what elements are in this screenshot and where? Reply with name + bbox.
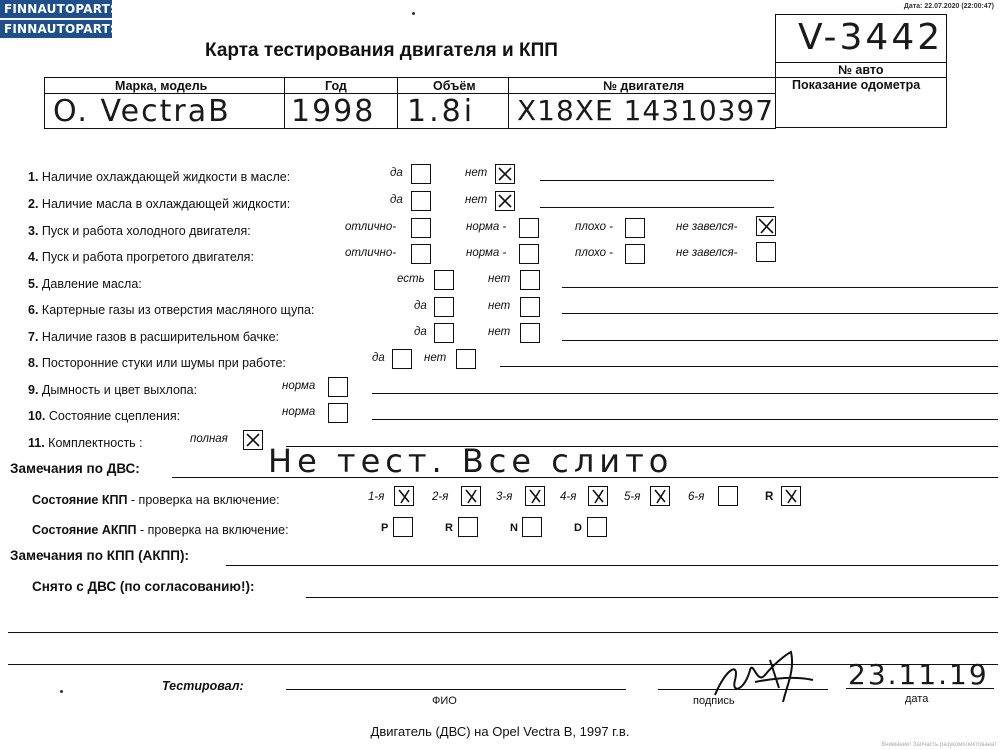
q10-norm-label: норма xyxy=(282,406,316,418)
vehicle-table xyxy=(44,77,776,129)
q3-bad-checkbox[interactable] xyxy=(625,218,645,238)
question-3: 3. Пуск и работа холодного двигателя: xyxy=(28,224,251,238)
q6-no-checkbox[interactable] xyxy=(520,297,540,317)
gear-label-6: R xyxy=(765,491,774,503)
question-6: 6. Картерные газы из отверстия масляного щупа: xyxy=(28,303,315,317)
question-11: 11. Комплектность : xyxy=(28,436,143,450)
gear-checkbox-6[interactable] xyxy=(781,486,801,506)
watermark: Внимание! Запчасть разукомплектована! xyxy=(881,742,996,748)
q7-yes-label: да xyxy=(414,326,427,338)
q3-normal-checkbox[interactable] xyxy=(519,218,539,238)
q1-no-checkbox[interactable] xyxy=(495,164,515,184)
q3-not-started-label: не завелся- xyxy=(676,221,738,233)
sign-label: подпись xyxy=(693,695,735,707)
q4-normal-label: норма - xyxy=(466,247,507,259)
value-make-model: O. VectraB xyxy=(53,94,231,129)
q1-no-label: нет xyxy=(465,167,488,179)
value-engine-number: X18XE 14310397 xyxy=(517,94,775,127)
auto-number-box xyxy=(775,14,947,128)
q4-bad-label: плохо - xyxy=(575,247,613,259)
q11-full-checkbox[interactable] xyxy=(243,430,263,450)
gear-label-0: 1-я xyxy=(368,491,385,503)
akpp-d-label: D xyxy=(574,522,582,534)
gear-label-3: 4-я xyxy=(560,491,577,503)
q5-no-checkbox[interactable] xyxy=(520,270,540,290)
q3-excellent-label: отлично- xyxy=(345,221,397,233)
removed-label: Снято с ДВС (по согласованию!): xyxy=(32,579,255,594)
logo-line-1: FINNAUTOPARTS xyxy=(0,0,112,18)
value-year: 1998 xyxy=(291,94,376,129)
q9-norm-label: норма xyxy=(282,380,316,392)
akpp-n-checkbox[interactable] xyxy=(522,517,542,537)
gear-checkbox-5[interactable] xyxy=(718,486,738,506)
caption: Двигатель (ДВС) на Opel Vectra B, 1997 г.в. xyxy=(370,724,630,739)
gear-label-4: 5-я xyxy=(624,491,641,503)
q3-bad-label: плохо - xyxy=(575,221,613,233)
q7-no-label: нет xyxy=(488,326,511,338)
q2-yes-checkbox[interactable] xyxy=(411,191,431,211)
akpp-label: Состояние АКПП - проверка на включение: xyxy=(32,523,289,537)
q3-excellent-checkbox[interactable] xyxy=(411,218,431,238)
kpp-label: Состояние КПП - проверка на включение: xyxy=(32,493,280,507)
logo-line-2: FINNAUTOPARTS xyxy=(0,20,112,38)
q9-norm-checkbox[interactable] xyxy=(328,377,348,397)
q6-yes-checkbox[interactable] xyxy=(434,297,454,317)
akpp-r-label: R xyxy=(445,522,453,534)
q11-full-label: полная xyxy=(190,433,228,445)
q2-no-checkbox[interactable] xyxy=(495,191,515,211)
question-10: 10. Состояние сцепления: xyxy=(28,409,181,423)
q3-normal-label: норма - xyxy=(466,221,507,233)
q1-yes-label: да xyxy=(390,167,403,179)
signature xyxy=(695,640,825,710)
q2-no-label: нет xyxy=(465,194,488,206)
question-1: 1. Наличие охлаждающей жидкости в масле: xyxy=(28,170,291,184)
question-7: 7. Наличие газов в расширительном бачке: xyxy=(28,330,280,344)
col-make-model: Марка, модель xyxy=(115,79,208,93)
akpp-p-checkbox[interactable] xyxy=(393,517,413,537)
value-volume: 1.8i xyxy=(407,94,476,129)
gear-label-1: 2-я xyxy=(432,491,449,503)
q4-not-started-label: не завелся- xyxy=(676,247,738,259)
question-4: 4. Пуск и работа прогретого двигателя: xyxy=(28,250,254,264)
q7-yes-checkbox[interactable] xyxy=(434,323,454,343)
remarks-engine-handwritten: Не тест. Все слито xyxy=(268,442,674,480)
question-9: 9. Дымность и цвет выхлопа: xyxy=(28,383,198,397)
col-volume: Объём xyxy=(433,79,476,93)
q8-no-checkbox[interactable] xyxy=(456,349,476,369)
gear-label-2: 3-я xyxy=(496,491,513,503)
q1-yes-checkbox[interactable] xyxy=(411,164,431,184)
odometer-label: Показание одометра xyxy=(792,78,921,92)
date-stamp: Дата: 22.07.2020 (22:00:47) xyxy=(903,3,994,10)
question-2: 2. Наличие масла в охлаждающей жидкости: xyxy=(28,197,291,211)
q4-excellent-label: отлично- xyxy=(345,247,397,259)
q4-bad-checkbox[interactable] xyxy=(625,244,645,264)
q7-no-checkbox[interactable] xyxy=(520,323,540,343)
q8-no-label: нет xyxy=(424,352,447,364)
q5-no-label: нет xyxy=(488,273,511,285)
q10-norm-checkbox[interactable] xyxy=(328,403,348,423)
q4-normal-checkbox[interactable] xyxy=(519,244,539,264)
q5-exists-label: есть xyxy=(397,273,425,285)
question-8: 8. Посторонние стуки или шумы при работе: xyxy=(28,356,286,370)
date-label: дата xyxy=(905,693,929,705)
gear-label-5: 6-я xyxy=(688,491,705,503)
fio-label: ФИО xyxy=(432,695,457,707)
gear-checkbox-0[interactable] xyxy=(394,486,414,506)
q6-no-label: нет xyxy=(488,300,511,312)
remarks-kpp-label: Замечания по КПП (АКПП): xyxy=(10,548,189,563)
q3-not-started-checkbox[interactable] xyxy=(756,216,776,236)
q5-exists-checkbox[interactable] xyxy=(434,270,454,290)
auto-number-value: V-3442 xyxy=(798,17,944,58)
auto-number-label: № авто xyxy=(838,63,884,77)
q4-excellent-checkbox[interactable] xyxy=(411,244,431,264)
gear-checkbox-1[interactable] xyxy=(461,486,481,506)
gear-checkbox-4[interactable] xyxy=(650,486,670,506)
q4-not-started-checkbox[interactable] xyxy=(756,242,776,262)
gear-checkbox-3[interactable] xyxy=(588,486,608,506)
tested-label: Тестировал: xyxy=(162,679,244,693)
gear-checkbox-2[interactable] xyxy=(525,486,545,506)
akpp-d-checkbox[interactable] xyxy=(587,517,607,537)
q6-yes-label: да xyxy=(414,300,427,312)
q8-yes-checkbox[interactable] xyxy=(392,349,412,369)
q8-yes-label: да xyxy=(372,352,385,364)
col-year: Год xyxy=(325,79,347,93)
question-5: 5. Давление масла: xyxy=(28,277,142,291)
akpp-n-label: N xyxy=(510,522,518,534)
q2-yes-label: да xyxy=(390,194,403,206)
akpp-r-checkbox[interactable] xyxy=(458,517,478,537)
col-engine-number: № двигателя xyxy=(603,79,685,93)
remarks-engine-label: Замечания по ДВС: xyxy=(10,461,140,476)
akpp-p-label: P xyxy=(381,522,389,534)
page-title: Карта тестирования двигателя и КПП xyxy=(205,40,558,61)
date-value: 23.11.19 xyxy=(848,658,989,691)
